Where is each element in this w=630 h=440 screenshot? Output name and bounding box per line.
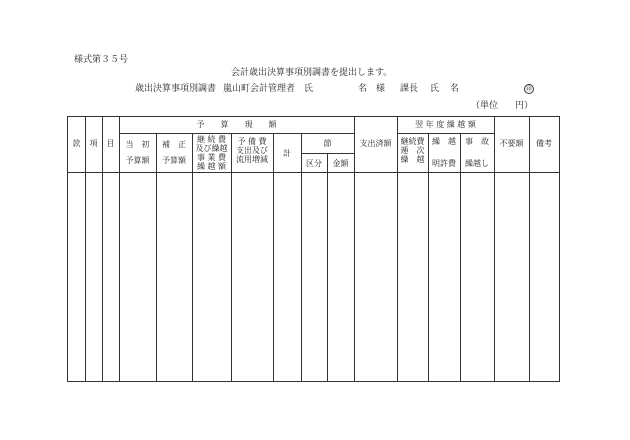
col-fuyou: 不要額 [499, 139, 524, 148]
col-line [428, 133, 429, 381]
col-initial-line1: 当 初 [125, 140, 150, 149]
mei-label: 名 [450, 84, 460, 94]
col-hosei-line2: 予算額 [162, 156, 186, 165]
col-kurikoshi-line2: 明許費 [432, 159, 456, 168]
col-keizoku-line1: 継 続 費 [196, 135, 227, 144]
col-line [354, 117, 355, 381]
col-yobi-line2: 支出及び [236, 146, 268, 155]
setsu-group-header: 節 [323, 139, 332, 148]
col-line [102, 117, 103, 381]
col-line [529, 117, 530, 381]
col-kingaku: 金額 [332, 159, 349, 168]
header-divider [68, 172, 559, 173]
col-yobi-line3: 流用増減 [236, 155, 268, 164]
col-hosei-line1: 補 正 [162, 140, 186, 149]
unit-open: （単位 [471, 101, 499, 111]
submission-statement: 会計歳出決算事項別調書を提出します。 [231, 68, 393, 78]
sama-label: 様 [376, 84, 386, 94]
col-line [85, 117, 86, 381]
col-keizoku [192, 135, 231, 171]
col-keizoku-line3: 事 業 費 [196, 153, 227, 162]
col-jiko-line2: 繰越し [465, 159, 489, 168]
document-name: 歳出決算事項別調書 [135, 84, 217, 94]
col-line [327, 153, 328, 381]
col-shishutsu: 支出済額 [359, 139, 392, 148]
name-label: 名 [358, 84, 368, 94]
seal-mark: ㊞ [525, 86, 532, 93]
officer-title: 嵐山町会計管理者 [223, 84, 296, 94]
ledger-table [67, 116, 560, 382]
col-line [231, 133, 232, 381]
col-bikou: 備考 [536, 139, 552, 148]
col-kei: 計 [283, 149, 291, 158]
col-carry-keizoku [397, 137, 428, 164]
col-carry-keizoku-line1: 継続費 [400, 137, 425, 146]
col-hosei-budget [156, 140, 192, 165]
unit-close: 円） [515, 101, 534, 111]
col-yobi [231, 137, 273, 164]
col-carry-keizoku-line2: 逓 次 [400, 146, 425, 155]
col-jiko [460, 137, 494, 168]
form-number: 様式第３５号 [74, 55, 129, 65]
col-line [494, 117, 495, 381]
col-line [460, 133, 461, 381]
budget-group-divider [119, 133, 354, 134]
budget-group-header: 予 算 現 額 [196, 120, 277, 129]
col-line [301, 133, 302, 381]
col-kubun: 区分 [306, 159, 322, 168]
col-carry-keizoku-line3: 繰 越 [400, 155, 425, 164]
col-kou: 項 [89, 139, 98, 148]
col-yobi-line1: 予 備 費 [237, 137, 267, 146]
carry-group-header: 翌 年 度 繰 越 額 [415, 120, 476, 129]
col-line [156, 133, 157, 381]
dept-head-label: 課長 [400, 84, 419, 94]
col-kan: 款 [72, 139, 81, 148]
col-kurikoshi-meikyo [428, 137, 460, 168]
carry-group-divider [397, 133, 494, 134]
col-keizoku-line2: 及び繰越 [195, 144, 228, 153]
col-kurikoshi-line1: 繰 越 [432, 137, 456, 146]
col-initial-line2: 予算額 [125, 156, 150, 165]
col-moku: 目 [106, 139, 115, 148]
col-jiko-line1: 事 故 [465, 137, 489, 146]
col-line [273, 133, 274, 381]
col-initial-budget [119, 140, 156, 165]
shi-label: 氏 [430, 84, 440, 94]
officer-honorific: 氏 [304, 84, 314, 94]
col-keizoku-line4: 繰 越 額 [196, 162, 227, 171]
